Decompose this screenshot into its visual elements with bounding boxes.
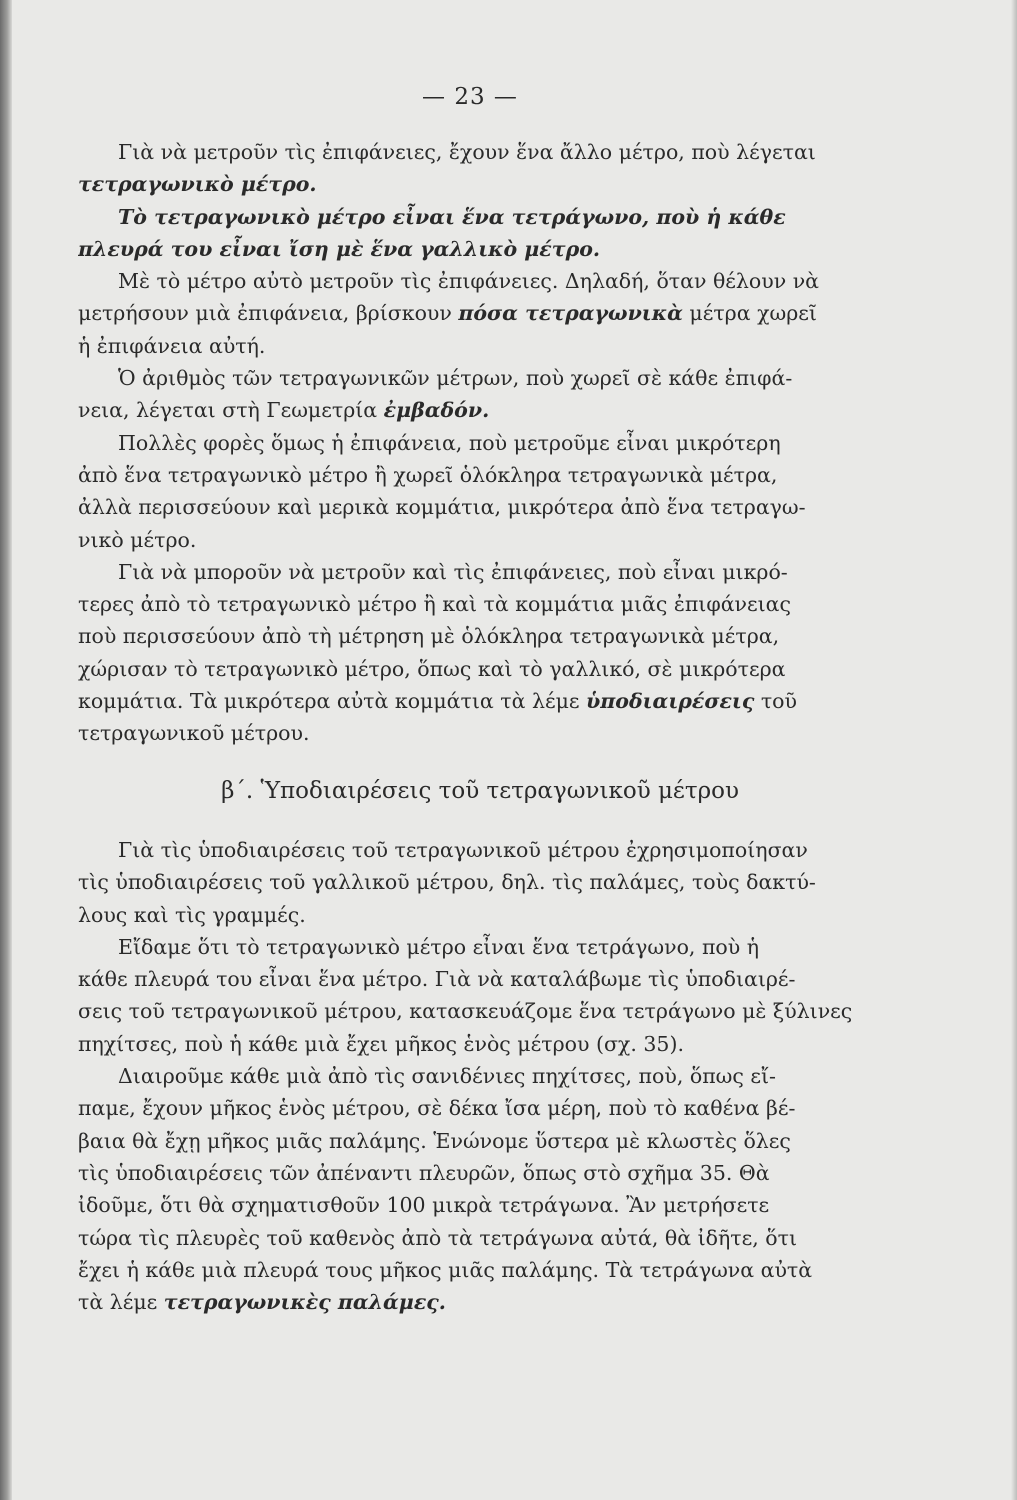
text-line: σεις τοῦ τετραγωνικοῦ μέτρου, κατασκευάζομε ἕνα τετράγωνο μὲ ξύλινες (78, 999, 853, 1024)
text-line: Γιὰ νὰ μποροῦν νὰ μετροῦν καὶ τὶς ἐπιφάνειες, ποὺ εἶναι μικρό- (118, 559, 788, 584)
text-run: μετρήσουν μιὰ ἐπιφάνεια, βρίσκουν (78, 301, 459, 326)
text-line: νικὸ μέτρο. (78, 527, 197, 552)
section-heading: β΄. Ὑποδιαιρέσεις τοῦ τετραγωνικοῦ μέτρου (221, 778, 739, 804)
text-line: λους καὶ τὶς γραμμές. (78, 902, 306, 927)
text-run: τὰ λέμε (78, 1290, 164, 1315)
text-line (78, 394, 904, 426)
text-line: ἀπὸ ἕνα τετραγωνικὸ μέτρο ἢ χωρεῖ ὁλόκληρα τετραγωνικὰ μέτρα, (78, 462, 778, 487)
text-line: Διαιροῦμε κάθε μιὰ ἀπὸ τὶς σανιδένιες πηχίτσες, ποὺ, ὅπως εἴ- (118, 1064, 776, 1089)
text-line: τὶς ὑποδιαιρέσεις τοῦ γαλλικοῦ μέτρου, δηλ. τὶς παλάμες, τοὺς δακτύ- (78, 870, 816, 895)
section-1-text (78, 136, 904, 750)
emphasis-run: πόσα τετραγωνικὰ (458, 301, 683, 326)
text-line: Γιὰ νὰ μετροῦν τὶς ἐπιφάνειες, ἔχουν ἕνα ἄλλο μέτρο, ποὺ λέγεται (118, 140, 816, 164)
text-line: χώρισαν τὸ τετραγωνικὸ μέτρο, ὅπως καὶ τὸ γαλλικό, σὲ μικρότερα (78, 656, 786, 681)
text-line: ἡ ἐπιφάνεια αὐτή. (78, 333, 266, 358)
text-line: τετραγωνικοῦ μέτρου. (78, 721, 310, 746)
emphasis-run: ὑποδιαιρέσεις (586, 689, 755, 714)
definition-line: Τὸ τετραγωνικὸ μέτρο εἶναι ἕνα τετράγωνο, ποὺ ἡ κάθε (118, 204, 786, 229)
emphasis-run: ἐμβαδόν. (383, 398, 490, 423)
text-line: βαια θὰ ἔχῃ μῆκος μιᾶς παλάμης. Ἑνώνομε ὕστερα μὲ κλωστὲς ὅλες (78, 1128, 791, 1153)
text-line: ἀλλὰ περισσεύουν καὶ μερικὰ κομμάτια, μικρότερα ἀπὸ ἕνα τετραγω- (78, 495, 806, 520)
text-line: Γιὰ τὶς ὑποδιαιρέσεις τοῦ τετραγωνικοῦ μέτρου ἐχρησιμοποίησαν (118, 838, 808, 862)
text-run: τοῦ (754, 689, 797, 714)
text-line: τώρα τὶς πλευρὲς τοῦ καθενὸς ἀπὸ τὰ τετράγωνα αὐτά, θὰ ἰδῆτε, ὅτι (78, 1225, 797, 1250)
text-line: Μὲ τὸ μέτρο αὐτὸ μετροῦν τὶς ἐπιφάνειες. Δηλαδή, ὅταν θέλουν νὰ (118, 269, 819, 294)
text-run: μέτρα χωρεῖ (682, 301, 817, 326)
text-line: κάθε πλευρά του εἶναι ἕνα μέτρο. Γιὰ νὰ καταλάβωμε τὶς ὑποδιαιρέ- (78, 967, 796, 992)
text-line: Ὁ ἀριθμὸς τῶν τετραγωνικῶν μέτρων, ποὺ χωρεῖ σὲ κάθε ἐπιφά- (118, 366, 793, 391)
text-line: Εἴδαμε ὅτι τὸ τετραγωνικὸ μέτρο εἶναι ἕνα τετράγωνο, ποὺ ἡ (118, 934, 760, 959)
text-line: πηχίτσες, ποὺ ἡ κάθε μιὰ ἔχει μῆκος ἑνὸς μέτρου (σχ. 35). (78, 1031, 684, 1056)
text-line (78, 297, 904, 329)
text-line: ἰδοῦμε, ὅτι θὰ σχηματισθοῦν 100 μικρὰ τετράγωνα. Ἂν μετρήσετε (78, 1193, 770, 1218)
text-line: παμε, ἔχουν μῆκος ἑνὸς μέτρου, σὲ δέκα ἴσα μέρη, ποὺ τὸ καθένα βέ- (78, 1096, 796, 1121)
section-2-text (78, 834, 904, 1318)
text-line: ἔχει ἡ κάθε μιὰ πλευρά τους μῆκος μιᾶς παλάμης. Τὰ τετράγωνα αὐτὰ (78, 1257, 813, 1282)
text-line: τερες ἀπὸ τὸ τετραγωνικὸ μέτρο ἢ καὶ τὰ κομμάτια μιᾶς ἐπιφάνειας (78, 592, 791, 617)
text-run: κομμάτια. Τὰ μικρότερα αὐτὰ κομμάτια τὰ λέμε (78, 689, 587, 714)
text-run: νεια, λέγεται στὴ Γεωμετρία (78, 398, 384, 423)
definition-line: πλευρά του εἶναι ἴση μὲ ἕνα γαλλικὸ μέτρο. (78, 236, 601, 261)
text-line: τὶς ὑποδιαιρέσεις τῶν ἀπέναντι πλευρῶν, ὅπως στὸ σχῆμα 35. Θὰ (78, 1160, 770, 1185)
text-line: Πολλὲς φορὲς ὅμως ἡ ἐπιφάνεια, ποὺ μετροῦμε εἶναι μικρότερη (118, 430, 781, 455)
text-line (78, 1286, 904, 1318)
page-number: — 23 — (422, 84, 518, 110)
text-line: τετραγωνικὸ μέτρο. (78, 172, 317, 197)
text-line (78, 685, 904, 717)
text-line: ποὺ περισσεύουν ἀπὸ τὴ μέτρηση μὲ ὁλόκληρα τετραγωνικὰ μέτρα, (78, 624, 780, 649)
emphasis-run: τετραγωνικὲς παλάμες. (163, 1290, 446, 1315)
